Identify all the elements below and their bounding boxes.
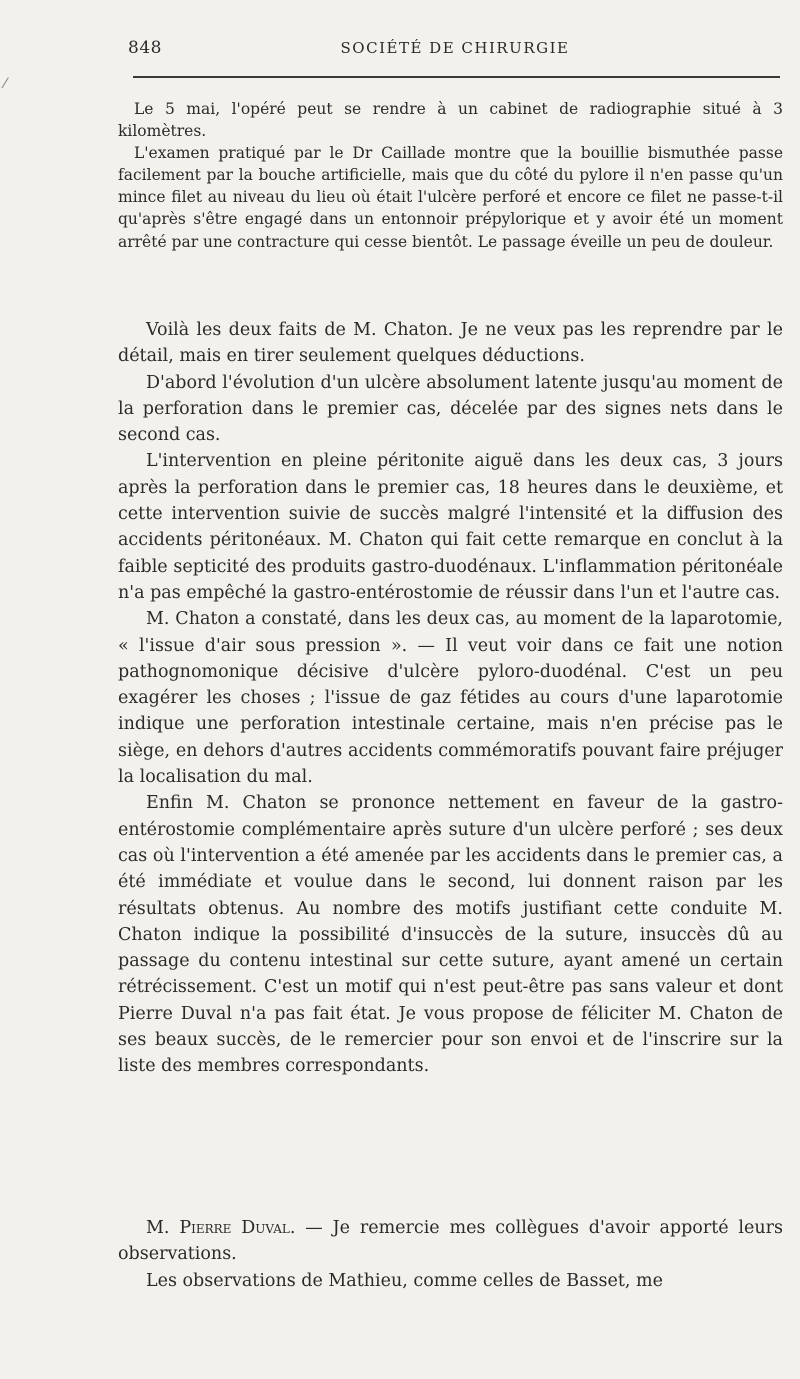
header-rule	[133, 76, 780, 78]
margin-mark: ⁄	[4, 76, 7, 92]
speaker-text: — Je remercie mes collègues d'avoir apporté leurs observations.	[118, 1218, 784, 1265]
speaker-name: M. Pierre Duval.	[146, 1218, 296, 1238]
discussion-block	[118, 1215, 783, 1294]
body-paragraph: Les observations de Mathieu, comme celles de Basset, me	[146, 1270, 663, 1291]
body-paragraph: L'intervention en pleine péritonite aiguë dans les deux cas, 3 jours après la perforation dans le premier cas, 18 heures dans le deuxième, et cette intervention suivie de succès malgré l'intensité et la diffusion des accidents péritonéaux. M. Chaton qui fait cette remarque en conclut à la faible septicité des produits gastro-duodénaux. L'inflammation péritonéale n'a pas empêché la gastro-entérostomie de réussir dans l'un et l'autre cas.	[118, 451, 783, 603]
page-header	[128, 38, 762, 62]
body-paragraph: M. Chaton a constaté, dans les deux cas, au moment de la laparotomie, « l'issue d'air sous pression ». — Il veut voir dans ce fait une notion pathognomonique décisive d'ulcère pyloro-duodénal. C'est un peu exagérer les choses ; l'issue de gaz fétides au cours d'une laparotomie indique une perforation intestinale certaine, mais n'en précise pas le siège, en dehors d'autres accidents commémoratifs pouvant faire préjuger la localisation du mal.	[118, 609, 783, 788]
body-paragraph: D'abord l'évolution d'un ulcère absolument latente jusqu'au moment de la perforation dans le premier cas, décelée par des signes nets dans le second cas.	[118, 372, 783, 446]
running-title: SOCIÉTÉ DE CHIRURGIE	[340, 39, 570, 57]
case-note-paragraph: Le 5 mai, l'opéré peut se rendre à un cabinet de radiographie situé à 3 kilomètres.	[118, 100, 783, 141]
case-notes-block	[118, 98, 783, 253]
report-body	[118, 317, 783, 1080]
speaker-paragraph	[118, 1215, 783, 1268]
case-note-paragraph: L'examen pratiqué par le Dr Caillade montre que la bouillie bismuthée passe facilement par la bouche artificielle, mais que du côté du pylore il n'en passe qu'un mince filet au niveau du lieu où était l'ulcère perforé et encore ce filet ne passe-t-il qu'après s'être engagé dans un entonnoir prépylorique et y avoir été un moment arrêté par une contracture qui cesse bientôt. Le passage éveille un peu de douleur.	[118, 144, 783, 251]
page-number: 848	[128, 38, 162, 58]
body-paragraph: Voilà les deux faits de M. Chaton. Je ne veux pas les reprendre par le détail, mais en tirer seulement quelques déductions.	[118, 320, 783, 367]
body-paragraph: Enfin M. Chaton se prononce nettement en faveur de la gastro-entérostomie complémentaire après suture d'un ulcère perforé ; ses deux cas où l'intervention a été amenée par les accidents dans le premier cas, a été immédiate et voulue dans le second, lui donnent raison par les résultats obtenus. Au nombre des motifs justifiant cette conduite M. Chaton indique la possibilité d'insuccès de la suture, insuccès dû au passage du contenu intestinal sur cette suture, ayant amené un certain rétrécissement. C'est un motif qui n'est peut-être pas sans valeur et dont Pierre Duval n'a pas fait état. Je vous propose de féliciter M. Chaton de ses beaux succès, de le remercier pour son envoi et de l'inscrire sur la liste des membres correspondants.	[118, 793, 783, 1077]
